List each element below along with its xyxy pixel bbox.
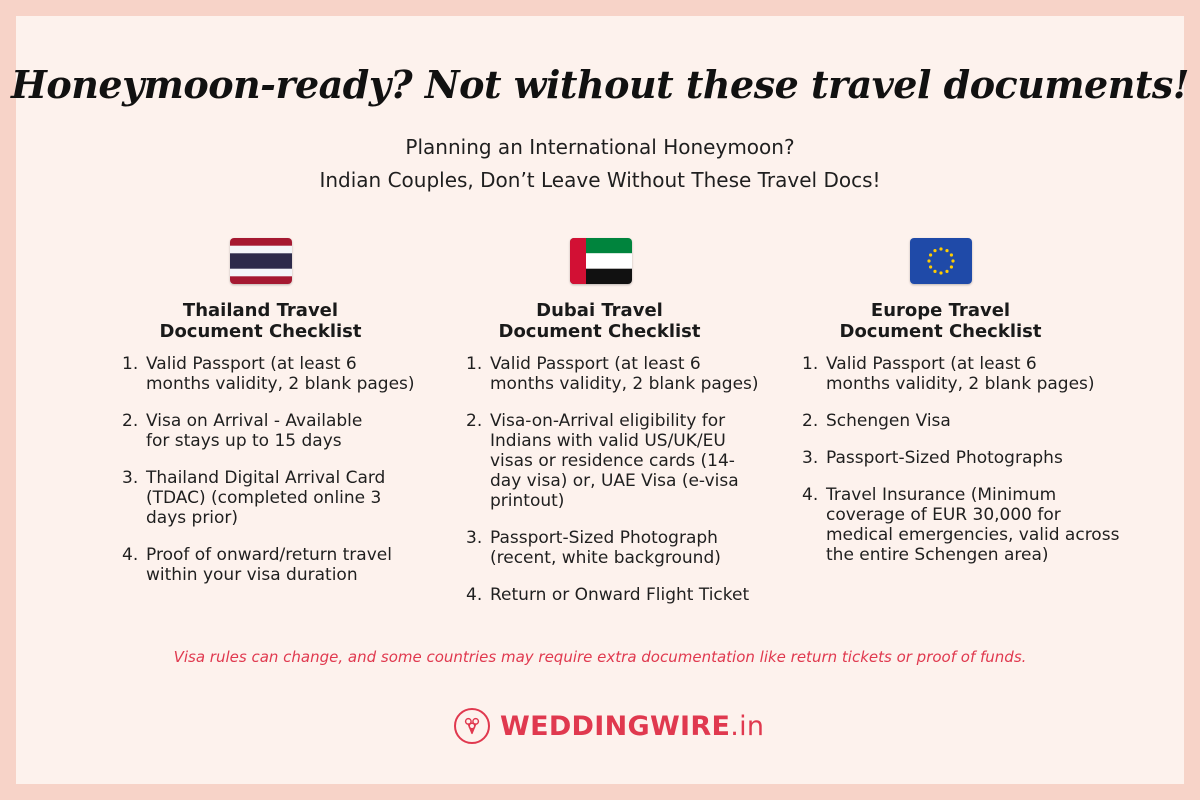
list-item: 1. Valid Passport (at least 6 months validity, 2 blank pages): [466, 354, 759, 394]
list-item: 2. Visa on Arrival - Available for stays up to 15 days: [122, 411, 363, 451]
list-item: 3. Passport-Sized Photographs: [802, 448, 1063, 468]
list-item: 2. Visa-on-Arrival eligibility for Indians with valid US/UK/EU visas or residence cards (14-day visa) or, UAE Visa (e-visa printout): [466, 411, 739, 511]
list-item: 4. Proof of onward/return travel within your visa duration: [122, 545, 392, 585]
thailand-flag-icon: [230, 238, 292, 284]
list-item: 3. Thailand Digital Arrival Card (TDAC) (completed online 3 days prior): [122, 468, 386, 528]
uae-flag-icon: [570, 238, 632, 284]
list-item: 2. Schengen Visa: [802, 411, 951, 431]
disclaimer-note: Visa rules can change, and some countries may require extra documentation like return tickets or proof of funds.: [173, 648, 1027, 666]
list-item: 1. Valid Passport (at least 6 months validity, 2 blank pages): [802, 354, 1095, 394]
subtitle-line-2: Indian Couples, Don’t Leave Without These Travel Docs!: [319, 168, 881, 192]
dubai-checklist-title: Dubai Travel Document Checklist: [498, 300, 701, 342]
list-item: 1. Valid Passport (at least 6 months validity, 2 blank pages): [122, 354, 415, 394]
eu-flag-icon: [910, 238, 972, 284]
list-item: 4. Travel Insurance (Minimum coverage of EUR 30,000 for medical emergencies, valid across the entire Schengen area): [802, 485, 1120, 565]
weddingwire-logo[interactable]: [454, 704, 764, 748]
europe-checklist: [798, 354, 1131, 582]
thailand-checklist-title: Thailand Travel Document Checklist: [159, 300, 362, 342]
dubai-checklist: [462, 354, 790, 622]
balloons-logo-icon: [454, 708, 490, 744]
headline: Honeymoon-ready? Not without these travel documents!: [11, 62, 1189, 107]
list-item: 4. Return or Onward Flight Ticket: [466, 585, 750, 605]
list-item: 3. Passport-Sized Photograph (recent, white background): [466, 528, 721, 568]
logo-wordmark: WEDDINGWIRE.in: [500, 710, 765, 742]
thailand-checklist: [118, 354, 416, 602]
europe-checklist-title: Europe Travel Document Checklist: [839, 300, 1042, 342]
subtitle-line-1: Planning an International Honeymoon?: [405, 135, 795, 159]
